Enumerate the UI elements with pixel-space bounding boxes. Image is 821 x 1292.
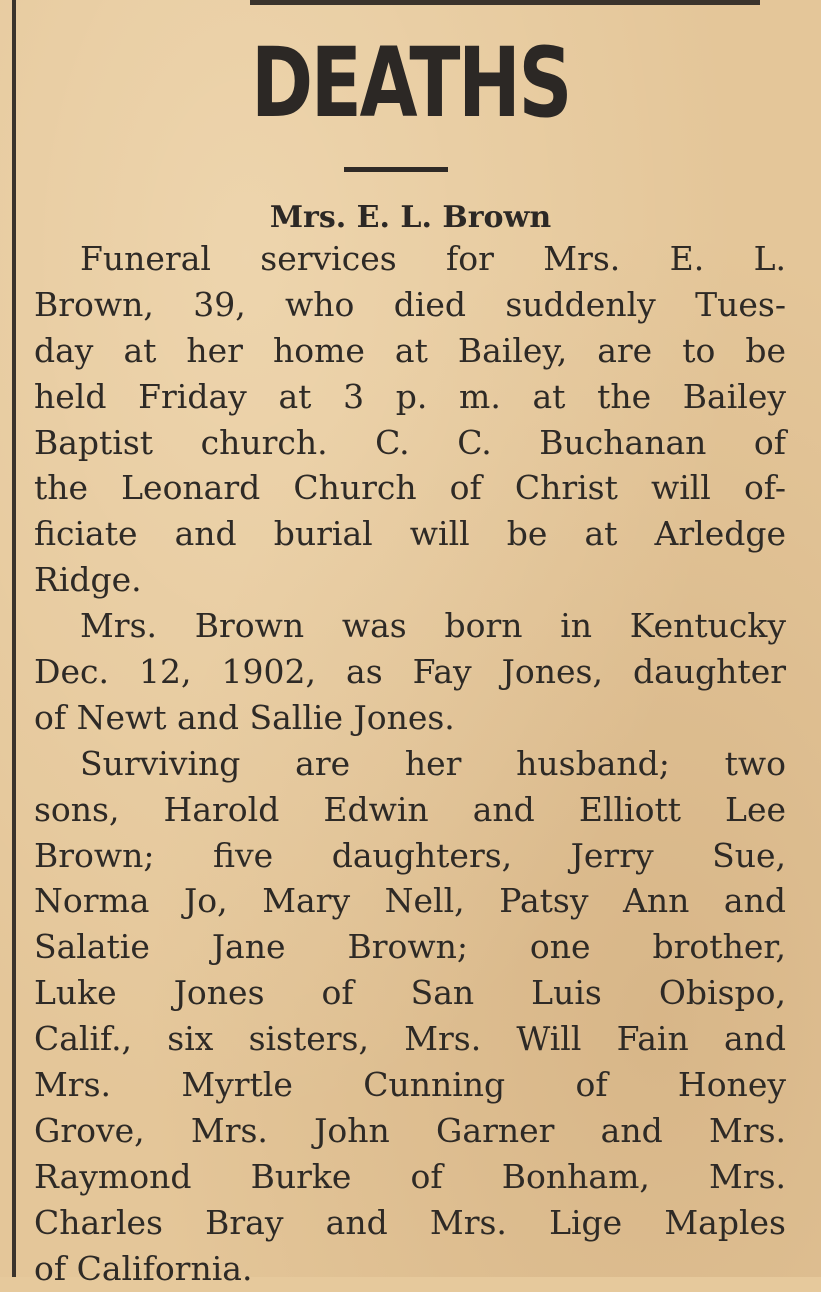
body-line: day at her home at Bailey, are to be <box>34 330 786 370</box>
body-line: Surviving are her husband; two <box>80 743 786 783</box>
column-border-rule <box>12 0 16 1277</box>
body-line: Funeral services for Mrs. E. L. <box>80 239 786 278</box>
body-line: Dec. 12, 1902, as Fay Jones, daughter <box>34 652 786 692</box>
body-line: Calif., six sisters, Mrs. Will Fain and <box>34 1019 786 1059</box>
body-line: ficiate and burial will be at Arledge <box>34 514 786 554</box>
top-border-rule <box>250 0 760 5</box>
body-line: Norma Jo, Mary Nell, Patsy Ann and <box>34 881 786 921</box>
body-line: Charles Bray and Mrs. Lige Maples <box>34 1202 786 1242</box>
body-line: Raymond Burke of Bonham, Mrs. <box>34 1156 786 1196</box>
body-line: Luke Jones of San Luis Obispo, <box>34 973 786 1013</box>
body-line: Salatie Jane Brown; one brother, <box>34 927 786 967</box>
body-line: the Leonard Church of Christ will of- <box>34 468 786 508</box>
body-line: Grove, Mrs. John Garner and Mrs. <box>34 1110 786 1150</box>
obituary-headline: Mrs. E. L. Brown <box>269 200 552 235</box>
body-line: Mrs. Myrtle Cunning of Honey <box>34 1065 786 1105</box>
body-line: Baptist church. C. C. Buchanan of <box>34 422 786 462</box>
body-line: of California. <box>34 1248 253 1288</box>
body-line: held Friday at 3 p. m. at the Bailey <box>34 376 786 416</box>
body-line: Ridge. <box>34 560 142 600</box>
body-line: of Newt and Sallie Jones. <box>34 697 455 737</box>
body-line: sons, Harold Edwin and Elliott Lee <box>34 789 786 829</box>
body-line: Mrs. Brown was born in Kentucky <box>80 606 786 646</box>
obituary-body <box>34 236 786 1291</box>
body-line: Brown, 39, who died suddenly Tues- <box>34 284 786 324</box>
heading-divider <box>344 167 448 172</box>
body-line: Brown; five daughters, Jerry Sue, <box>34 835 786 875</box>
section-heading: DEATHS <box>250 27 571 139</box>
